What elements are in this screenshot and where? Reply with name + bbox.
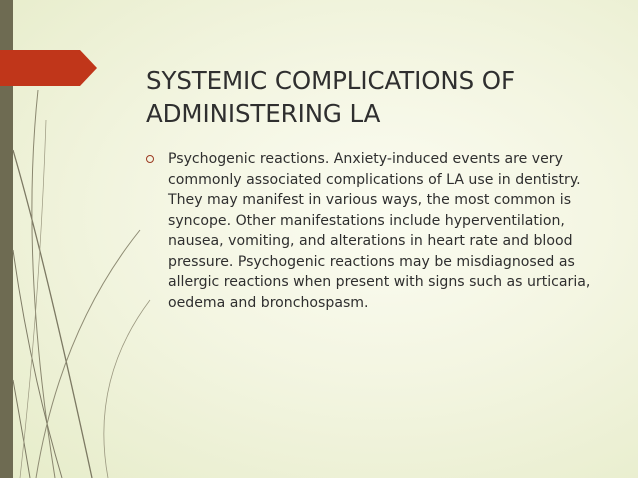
bullet-line: syncope. Other manifestations include hyperventilation, xyxy=(168,212,565,229)
bullet-list xyxy=(146,149,596,313)
decor-line xyxy=(13,150,92,478)
decor-line xyxy=(20,120,46,478)
bullet-text xyxy=(168,149,596,313)
bullet-line: They may manifest in various ways, the most common is xyxy=(168,192,572,208)
bullet-line: oedema and bronchospasm. xyxy=(168,294,369,311)
slide-title xyxy=(146,64,606,130)
circle-outline-icon xyxy=(146,155,154,163)
slide-title-line: ADMINISTERING LA xyxy=(146,99,381,128)
bullet-line: nausea, vomiting, and alterations in heart rate and blood xyxy=(168,233,573,249)
slide-title-line: SYSTEMIC COMPLICATIONS OF xyxy=(146,66,515,95)
title-accent-tab xyxy=(0,50,97,86)
bullet-line: allergic reactions when present with signs such as urticaria, xyxy=(168,274,591,290)
bullet-line: pressure. Psychogenic reactions may be misdiagnosed as xyxy=(168,253,575,270)
decor-line xyxy=(104,300,150,478)
bullet-item xyxy=(146,149,596,313)
decor-line xyxy=(32,90,55,478)
bullet-line: Psychogenic reactions. Anxiety-induced events are very xyxy=(168,151,563,167)
bullet-line: commonly associated complications of LA use in dentistry. xyxy=(168,171,581,188)
